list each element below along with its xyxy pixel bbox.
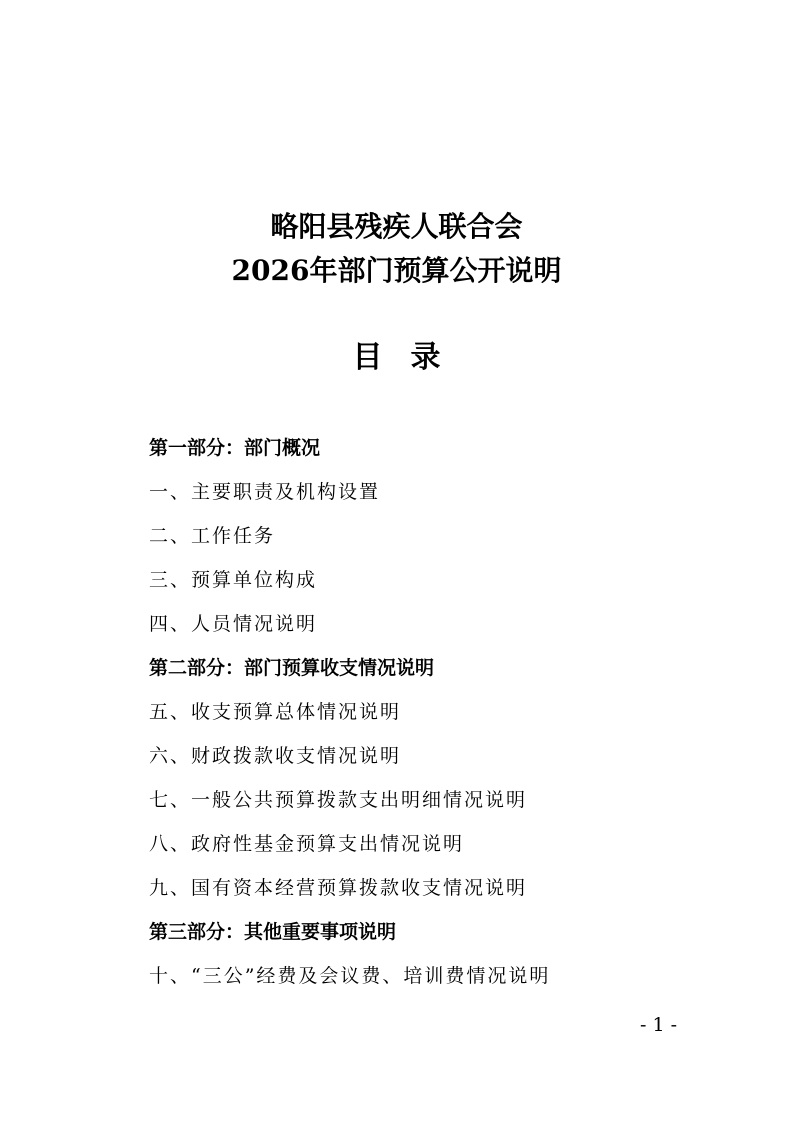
toc-item-5: 五、收支预算总体情况说明 xyxy=(149,701,402,723)
toc-item-7: 七、一般公共预算拨款支出明细情况说明 xyxy=(149,789,528,811)
toc-item-1: 一、主要职责及机构设置 xyxy=(149,481,381,503)
table-of-contents xyxy=(149,433,729,1005)
toc-heading: 目录 xyxy=(352,340,469,375)
toc-part-3: 第三部分：其他重要事项说明 xyxy=(149,921,397,943)
toc-part-2: 第二部分：部门预算收支情况说明 xyxy=(149,657,435,679)
toc-item-9: 九、国有资本经营预算拨款收支情况说明 xyxy=(149,877,528,899)
page-number: - 1 - xyxy=(640,1014,678,1036)
document-title-line-2: 2026年部门预算公开说明 xyxy=(231,254,562,287)
toc-item-6: 六、财政拨款收支情况说明 xyxy=(149,745,402,767)
toc-item-2: 二、工作任务 xyxy=(149,525,276,547)
toc-item-8: 八、政府性基金预算支出情况说明 xyxy=(149,833,465,855)
toc-item-4: 四、人员情况说明 xyxy=(149,613,318,635)
document-title-line-1: 略阳县残疾人联合会 xyxy=(270,210,523,243)
toc-part-1: 第一部分：部门概况 xyxy=(149,437,321,459)
toc-item-3: 三、预算单位构成 xyxy=(149,569,318,591)
toc-item-10: 十、“三公”经费及会议费、培训费情况说明 xyxy=(149,965,551,987)
